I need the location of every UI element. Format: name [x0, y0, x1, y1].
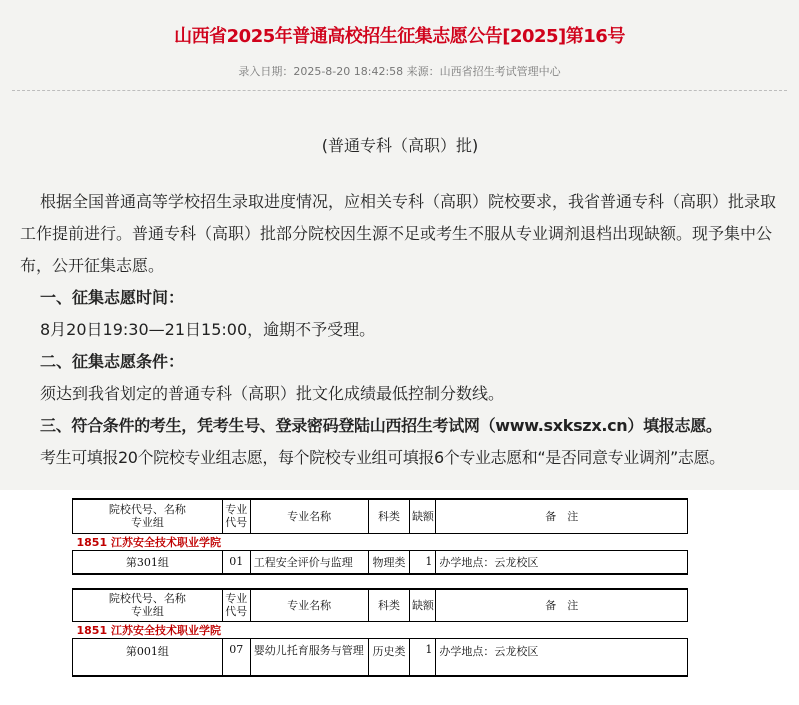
school-row — [73, 621, 688, 638]
header-vacancy: 缺额 — [410, 589, 436, 621]
header-category: 科类 — [368, 589, 410, 621]
table-header-row — [73, 589, 688, 621]
table-header-row — [73, 499, 688, 533]
table-row — [73, 638, 688, 676]
section1-heading: 一、征集志愿时间： — [40, 288, 185, 307]
header-major-code: 专业 代号 — [222, 589, 250, 621]
note-cell: 办学地点：云龙校区 — [436, 638, 688, 676]
header-major-code: 专业 代号 — [222, 499, 250, 533]
group-cell: 第001组 — [73, 638, 223, 676]
article-title: 山西省2025年普通高校招生征集志愿公告[2025]第16号 — [174, 26, 625, 47]
school-name: 1851 江苏安全技术职业学院 — [73, 533, 688, 550]
vacancy-cell: 1 — [410, 638, 436, 676]
article-body — [20, 186, 780, 474]
section3-text: 考生可填报20个院校专业组志愿，每个院校专业组可填报6个专业志愿和“是否同意专业调剂”志愿。 — [40, 448, 725, 467]
header-note: 备 注 — [436, 499, 688, 533]
school-row — [73, 533, 688, 550]
section2-text: 须达到我省划定的普通专科（高职）批文化成绩最低控制分数线。 — [40, 384, 505, 403]
title-divider — [12, 90, 787, 91]
header-school-group: 院校代号、名称 专业组 — [73, 499, 223, 533]
note-cell: 办学地点：云龙校区 — [436, 550, 688, 574]
article-meta: 录入日期：2025-8-20 18:42:58 来源：山西省招生考试管理中心 — [238, 65, 561, 78]
intro-paragraph: 根据全国普通高等学校招生录取进度情况，应相关专科（高职）院校要求，我省普通专科（高职）批录取工作提前进行。普通专科（高职）批部分院校因生源不足或考生不服从专业调剂退档出现缺额。现予集中公布，公开征集志愿。 — [20, 192, 777, 275]
major-code-cell: 01 — [222, 550, 250, 574]
section2-heading: 二、征集志愿条件： — [40, 352, 185, 371]
vacancy-table-1 — [72, 498, 688, 575]
header-major-name: 专业名称 — [250, 499, 368, 533]
batch-subtitle: (普通专科（高职）批) — [321, 136, 479, 155]
header-category: 科类 — [368, 499, 410, 533]
major-name-cell: 工程安全评价与监理 — [250, 550, 368, 574]
vacancy-table-2 — [72, 588, 688, 677]
header-school-group: 院校代号、名称 专业组 — [73, 589, 223, 621]
table-row — [73, 550, 688, 574]
school-name: 1851 江苏安全技术职业学院 — [73, 621, 688, 638]
category-cell: 历史类 — [368, 638, 410, 676]
category-cell: 物理类 — [368, 550, 410, 574]
major-code-cell: 07 — [222, 638, 250, 676]
vacancy-cell: 1 — [410, 550, 436, 574]
header-note: 备 注 — [436, 589, 688, 621]
group-cell: 第301组 — [73, 550, 223, 574]
major-name-cell: 婴幼儿托育服务与管理 — [250, 638, 368, 676]
header-major-name: 专业名称 — [250, 589, 368, 621]
header-vacancy: 缺额 — [410, 499, 436, 533]
section1-text: 8月20日19:30—21日15:00，逾期不予受理。 — [40, 320, 376, 339]
section3-heading: 三、符合条件的考生，凭考生号、登录密码登陆山西招生考试网（www.sxkszx.cn）填报志愿。 — [40, 416, 722, 435]
